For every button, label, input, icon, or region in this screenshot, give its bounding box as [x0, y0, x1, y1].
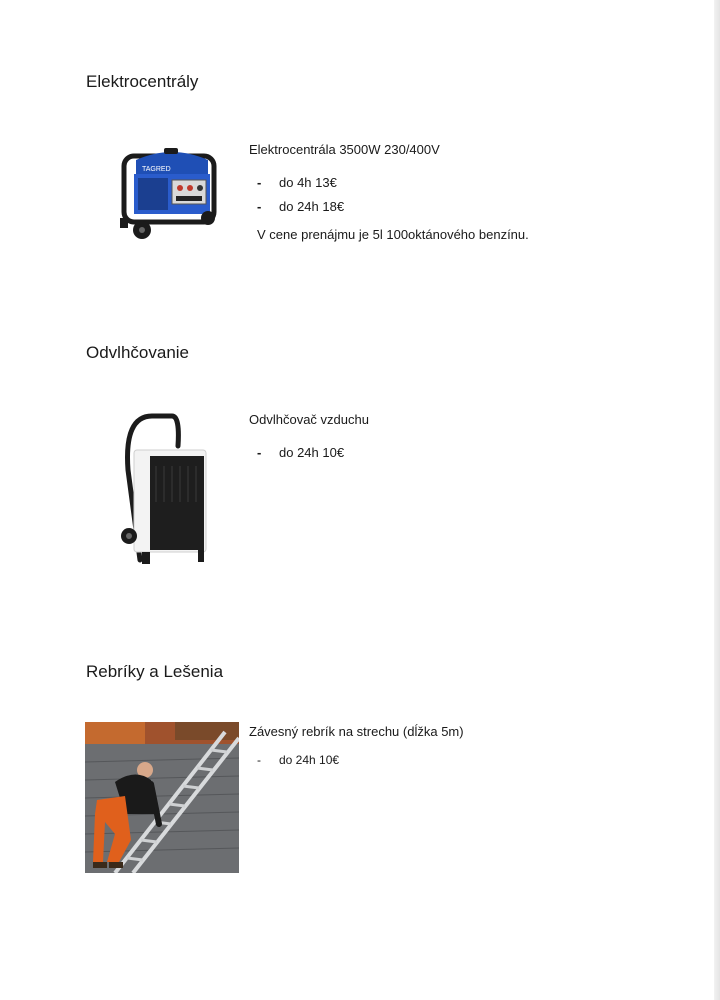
price-line: - do 24h 10€ — [257, 445, 345, 460]
roof-ladder-photo — [85, 722, 239, 873]
section-title-elektrocentraly: Elektrocentrály — [86, 72, 199, 91]
item-title-dehumidifier: Odvlhčovač vzduchu — [249, 412, 369, 427]
price-line: - do 4h 13€ — [257, 175, 337, 190]
item-title-generator: Elektrocentrála 3500W 230/400V — [249, 142, 440, 157]
price-text: do 24h 10€ — [279, 753, 340, 767]
price-line: - do 24h 18€ — [257, 199, 345, 214]
generator-icon — [112, 138, 227, 248]
price-text: do 24h 18€ — [279, 199, 345, 214]
generator-brand-label: TAGRED — [142, 166, 171, 173]
section-title-rebriky: Rebríky a Lešenia — [86, 662, 224, 681]
price-line: - do 24h 10€ — [257, 753, 340, 767]
page-edge-shadow — [714, 0, 720, 1000]
item-title-ladder: Závesný rebrík na strechu (dĺžka 5m) — [249, 724, 464, 739]
price-text: do 4h 13€ — [279, 175, 337, 190]
dehumidifier-icon — [112, 410, 212, 570]
section-title-odvlhcovanie: Odvlhčovanie — [86, 343, 190, 362]
item-note: V cene prenájmu je 5l 100oktánového benzínu. — [257, 227, 529, 242]
price-text: do 24h 10€ — [279, 445, 345, 460]
